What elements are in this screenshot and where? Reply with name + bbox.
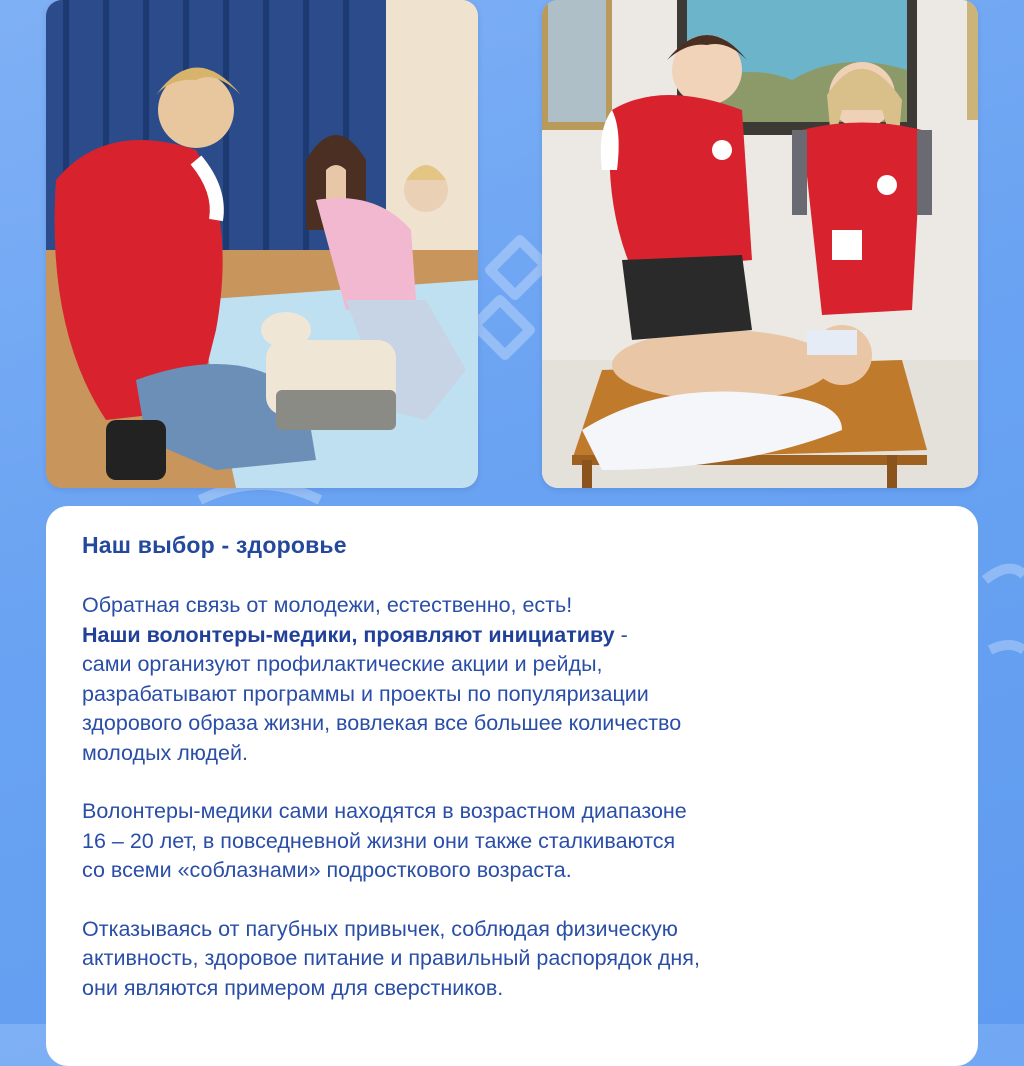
paragraph-line: Отказываясь от пагубных привычек, соблюдая физическую <box>82 916 678 941</box>
paragraph-line <box>82 621 948 651</box>
paragraph-line: молодых людей. <box>82 740 248 765</box>
paragraph-line: активность, здоровое питание и правильный распорядок дня, <box>82 946 700 970</box>
paragraph-line: разрабатывают программы и проекты по популяризации <box>82 681 649 706</box>
paragraph-line: здорового образа жизни, вовлекая все большее количество <box>82 711 682 735</box>
paragraph-line: Волонтеры-медики сами находятся в возрастном диапазоне <box>82 799 687 823</box>
photo-cpr-training-children <box>46 0 478 488</box>
paragraph-example <box>82 915 948 1004</box>
text-card <box>46 506 978 1066</box>
paragraph-line: со всеми «соблазнами» подросткового возраста. <box>82 858 572 882</box>
paragraph-line: 16 – 20 лет, в повседневной жизни они также сталкиваются <box>82 828 676 853</box>
paragraph-age <box>82 797 948 886</box>
photo-volunteers-with-manikin <box>542 0 978 488</box>
paragraph-line: Обратная связь от молодежи, естественно, есть! <box>82 593 573 617</box>
dash-text: - <box>614 622 628 647</box>
highlight-text: Наши волонтеры-медики, проявляют инициативу <box>82 622 615 647</box>
paragraph-feedback <box>82 591 948 768</box>
paragraph-line: они являются примером для сверстников. <box>82 975 504 1000</box>
card-title: Наш выбор - здоровье <box>82 532 347 558</box>
paragraph-line: сами организуют профилактические акции и рейды, <box>82 652 603 676</box>
